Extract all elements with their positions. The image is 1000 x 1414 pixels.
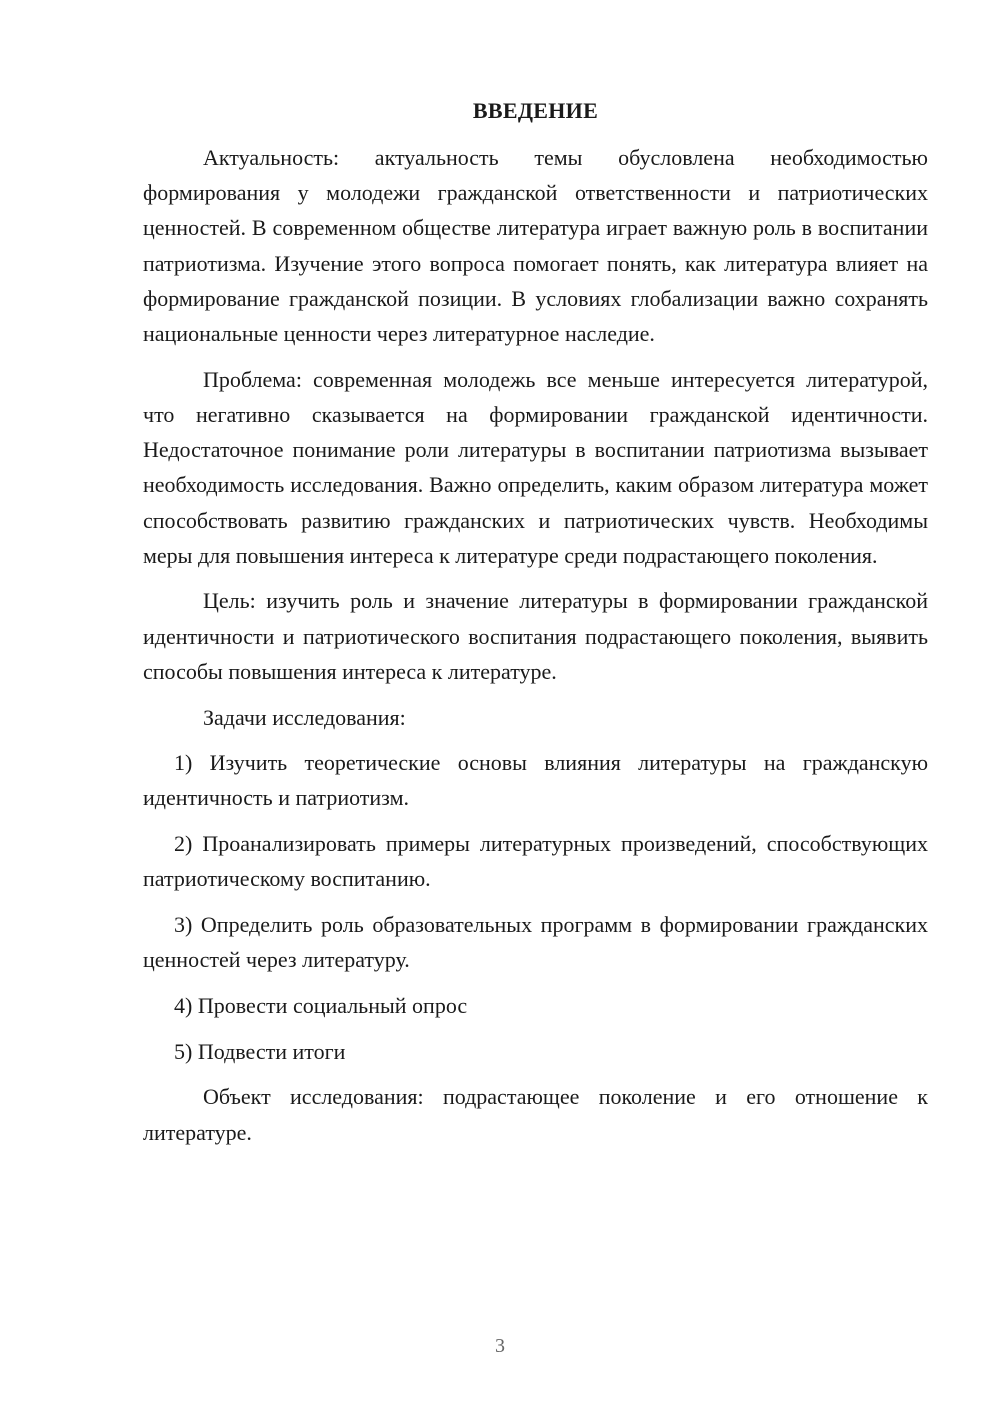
problem-paragraph: Проблема: современная молодежь все меньше интересуется литературой, что негативно сказывается на формировании гражданской идентичности. Недостаточное понимание роли литературы в воспитании патриотизма вызывает необходимость исследования. Важно определить, каким образом литература может способствовать развитию гражданских и патриотических чувств. Необходимы меры для повышения интереса к литературе среди подрастающего поколения.: [143, 366, 928, 568]
task-item-4: 4) Провести социальный опрос: [174, 992, 468, 1018]
relevance-paragraph: Актуальность: актуальность темы обусловлена необходимостью формирования у молодежи гражданской ответственности и патриотических ценностей. В современном обществе литература играет важную роль в воспитании патриотизма. Изучение этого вопроса помогает понять, как литература влияет на формирование гражданской позиции. В условиях глобализации важно сохранять национальные ценности через литературное наследие.: [143, 145, 928, 347]
page-number: 3: [495, 1335, 505, 1357]
tasks-heading: Задачи исследования:: [203, 704, 406, 730]
task-item-3: 3) Определить роль образовательных программ в формировании гражданских ценностей через литературу.: [143, 912, 928, 973]
task-item-5: 5) Подвести итоги: [174, 1038, 346, 1064]
document-page: [143, 96, 928, 1160]
task-item-1: 1) Изучить теоретические основы влияния литературы на гражданскую идентичность и патриотизм.: [143, 750, 928, 811]
object-paragraph: Объект исследования: подрастающее поколение и его отношение к литературе.: [143, 1084, 928, 1145]
goal-paragraph: Цель: изучить роль и значение литературы в формировании гражданской идентичности и патриотического воспитания подрастающего поколения, выявить способы повышения интереса к литературе.: [143, 588, 928, 684]
section-heading: ВВЕДЕНИЕ: [472, 98, 599, 123]
task-item-2: 2) Проанализировать примеры литературных произведений, способствующих патриотическому воспитанию.: [143, 831, 928, 892]
